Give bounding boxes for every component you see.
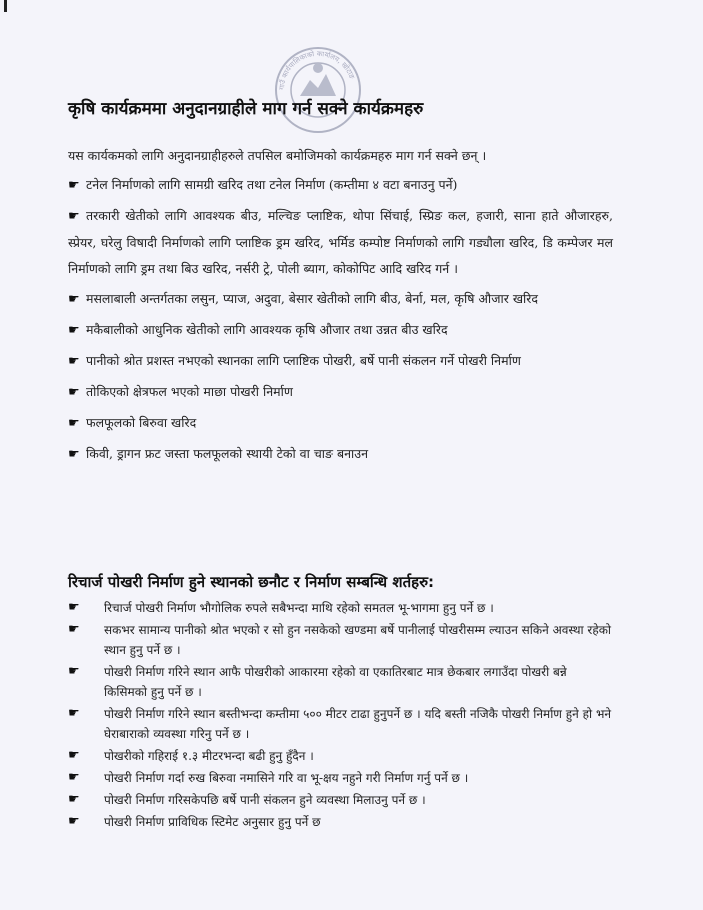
condition-item: ☛ पोखरी निर्माण गरिने स्थान आफै पोखरीको आकारमा रहेको वा एकातिरबाट मात्र छेकबार लगाउँदा पोखरी बन्ने किसिमको हुनु पर्ने छ । xyxy=(68,664,567,699)
list-item: ☛ टनेल निर्माणको लागि सामग्री खरिद तथा टनेल निर्माण (कम्तीमा ४ वटा बनाउनु पर्ने) xyxy=(68,172,613,199)
condition-item: ☛ पोखरी निर्माण गरिने स्थान बस्तीभन्दा कम्तीमा ५०० मीटर टाढा हुनुपर्ने छ । यदि बस्ती नजिकै पोखरी निर्माण हुने हो भने घेराबाराको व्यवस्था गरिनु पर्ने छ । xyxy=(68,706,612,741)
list-item: ☛ तोकिएको क्षेत्रफल भएको माछा पोखरी निर्माण xyxy=(68,379,613,406)
scan-mark xyxy=(4,0,7,12)
pointing-hand-icon: ☛ xyxy=(68,748,80,763)
list-item: ☛ तरकारी खेतीको लागि आवश्यक बीउ, मल्चिङ प्लाष्टिक, थोपा सिंचाई, स्प्रिङ कल, हजारी, साना हाते औजारहरु, स्प्रेयर, घरेलु विषादी निर्माणको लागि प्लाष्टिक ड्रम खरिद, भर्मिड कम्पोष्ट निर्माणको लागि गड्यौला खरिद, डि कम्पेजर मल निर्माणको लागि ड्रम तथा बिउ खरिद, नर्सरी ट्रे, पोली ब्याग, कोकोपिट आदि खरिद गर्न । xyxy=(68,203,613,282)
pointing-hand-icon: ☛ xyxy=(68,600,80,615)
condition-item: ☛ पोखरी निर्माण गरिसकेपछि बर्षे पानी संकलन हुने व्यवस्था मिलाउनु पर्ने छ । xyxy=(68,790,613,810)
list-item: ☛ पानीको श्रोत प्रशस्त नभएको स्थानका लागि प्लाष्टिक पोखरी, बर्षे पानी संकलन गर्ने पोखरी निर्माण xyxy=(68,348,613,375)
conditions-list xyxy=(68,598,613,834)
svg-text:गाउँ कार्यपालिकाको कार्यालय, ख: गाउँ कार्यपालिकाको कार्यालय, खोटाङ xyxy=(277,49,356,91)
office-seal xyxy=(272,44,364,136)
pointing-hand-icon: ☛ xyxy=(68,664,80,679)
pointing-hand-icon: ☛ xyxy=(68,292,80,307)
pointing-hand-icon: ☛ xyxy=(68,209,80,224)
list-item: ☛ मकैबालीको आधुनिक खेतीको लागि आवश्यक कृषि औजार तथा उन्नत बीउ खरिद xyxy=(68,317,613,344)
pointing-hand-icon: ☛ xyxy=(68,447,80,462)
page-title: कृषि कार्यक्रममा अनुदानग्राहीले माग गर्न सक्ने कार्यक्रमहरु xyxy=(68,99,424,119)
pointing-hand-icon: ☛ xyxy=(68,792,80,807)
pointing-hand-icon: ☛ xyxy=(68,323,80,338)
list-item: ☛ मसलाबाली अन्तर्गतका लसुन, प्याज, अदुवा, बेसार खेतीको लागि बीउ, बेर्ना, मल, कृषि औजार खरिद xyxy=(68,286,613,313)
pointing-hand-icon: ☛ xyxy=(68,622,80,637)
program-list xyxy=(68,172,613,472)
list-item: ☛ फलफूलको बिरुवा खरिद xyxy=(68,410,613,437)
pointing-hand-icon: ☛ xyxy=(68,416,80,431)
pointing-hand-icon: ☛ xyxy=(68,385,80,400)
condition-item: ☛ पोखरीको गहिराई १.३ मीटरभन्दा बढी हुनु हुँदैन । xyxy=(68,746,613,766)
pointing-hand-icon: ☛ xyxy=(68,178,80,193)
condition-item: ☛ पोखरी निर्माण गर्दा रुख बिरुवा नमासिने गरि वा भू-क्षय नहुने गरी निर्माण गर्नु पर्ने छ । xyxy=(68,768,613,788)
condition-item: ☛ पोखरी निर्माण प्राविधिक स्टिमेट अनुसार हुनु पर्ने छ xyxy=(68,812,613,832)
pointing-hand-icon: ☛ xyxy=(68,354,80,369)
intro-text: यस कार्यकमको लागि अनुदानग्राहीहरुले तपसिल बमोजिमको कार्यक्रमहरु माग गर्न सक्ने छन् । xyxy=(68,148,487,163)
list-item: ☛ किवी, ड्रागन फ्रट जस्ता फलफूलको स्थायी टेको वा चाङ बनाउन xyxy=(68,441,613,468)
pointing-hand-icon: ☛ xyxy=(68,814,80,829)
condition-item: ☛ सकभर सामान्य पानीको श्रोत भएको र सो हुन नसकेको खण्डमा बर्षे पानीलाई पोखरीसम्म ल्याउन सकिने अवस्था रहेको स्थान हुनु पर्ने छ । xyxy=(68,622,612,657)
conditions-heading: रिचार्ज पोखरी निर्माण हुने स्थानको छनौट र निर्माण सम्बन्धि शर्तहरु: xyxy=(68,573,435,591)
condition-item: ☛ रिचार्ज पोखरी निर्माण भौगोलिक रुपले सबैभन्दा माथि रहेको समतल भू-भागमा हुनु पर्ने छ । xyxy=(68,598,613,618)
pointing-hand-icon: ☛ xyxy=(68,770,80,785)
pointing-hand-icon: ☛ xyxy=(68,706,80,721)
